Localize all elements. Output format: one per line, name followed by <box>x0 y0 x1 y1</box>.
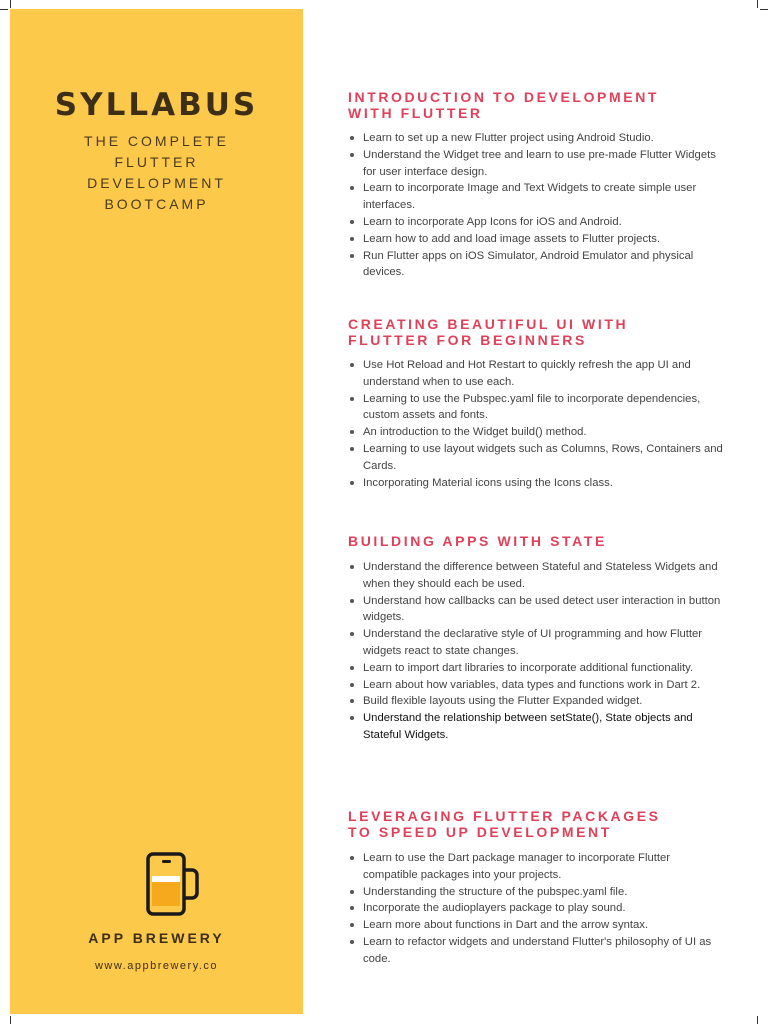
subtitle-line: DEVELOPMENT <box>87 175 226 191</box>
list-item: Incorporating Material icons using the Icons class. <box>348 475 725 492</box>
section-heading <box>348 808 728 840</box>
sidebar <box>10 9 303 1014</box>
list-item: An introduction to the Widget build() method. <box>348 424 725 441</box>
crop-mark <box>760 9 768 10</box>
heading-line: FLUTTER FOR BEGINNERS <box>348 332 587 348</box>
list-item: Learning to use layout widgets such as Columns, Rows, Containers and Cards. <box>348 441 725 475</box>
heading-line: WITH FLUTTER <box>348 105 483 121</box>
topic-list <box>348 559 728 744</box>
list-item: Run Flutter apps on iOS Simulator, Android Emulator and physical devices. <box>348 248 725 282</box>
list-item: Learn to incorporate Image and Text Widgets to create simple user interfaces. <box>348 180 725 214</box>
section-heading <box>348 533 728 549</box>
subtitle-line: THE COMPLETE <box>84 133 229 149</box>
list-item: Learn more about functions in Dart and the arrow syntax. <box>348 917 725 934</box>
crop-mark <box>757 0 758 8</box>
list-item: Learn to use the Dart package manager to incorporate Flutter compatible packages into your projects. <box>348 850 725 884</box>
section-beautiful-ui <box>348 316 728 491</box>
list-item: Learning to use the Pubspec.yaml file to incorporate dependencies, custom assets and fonts. <box>348 391 725 425</box>
list-item: Learn to set up a new Flutter project using Android Studio. <box>348 130 725 147</box>
crop-mark <box>0 9 8 10</box>
section-heading <box>348 89 728 121</box>
syllabus-title: SYLLABUS <box>54 87 259 123</box>
crop-mark <box>10 1016 11 1024</box>
website-link[interactable]: www.appbrewery.co <box>94 960 219 972</box>
crop-mark <box>757 1016 758 1024</box>
section-intro <box>348 89 728 281</box>
brand-name: APP BREWERY <box>88 930 225 946</box>
list-item: Use Hot Reload and Hot Restart to quickly refresh the app UI and understand when to use each. <box>348 357 725 391</box>
topic-list <box>348 850 728 968</box>
crop-mark <box>10 0 11 8</box>
list-item: Understanding the structure of the pubspec.yaml file. <box>348 884 725 901</box>
topic-list <box>348 130 728 281</box>
topic-list <box>348 357 728 491</box>
list-item: Learn about how variables, data types and functions work in Dart 2. <box>348 677 725 694</box>
course-subtitle <box>10 131 303 215</box>
heading-line: TO SPEED UP DEVELOPMENT <box>348 824 612 840</box>
heading-line: LEVERAGING FLUTTER PACKAGES <box>348 808 661 824</box>
list-item: Incorporate the audioplayers package to play sound. <box>348 900 725 917</box>
list-item: Understand how callbacks can be used detect user interaction in button widgets. <box>348 593 725 627</box>
subtitle-line: BOOTCAMP <box>104 196 209 212</box>
section-state <box>348 533 728 744</box>
section-heading <box>348 316 728 348</box>
list-item: Learn to refactor widgets and understand Flutter's philosophy of UI as code. <box>348 934 725 968</box>
list-item: Understand the Widget tree and learn to use pre-made Flutter Widgets for user interface design. <box>348 147 725 181</box>
list-item: Understand the relationship between setState(), State objects and Stateful Widgets. <box>348 710 725 744</box>
list-item: Build flexible layouts using the Flutter Expanded widget. <box>348 693 725 710</box>
list-item: Understand the declarative style of UI programming and how Flutter widgets react to state changes. <box>348 626 725 660</box>
list-item: Understand the difference between Stateful and Stateless Widgets and when they should each be used. <box>348 559 725 593</box>
heading-line: BUILDING APPS WITH STATE <box>348 533 607 549</box>
heading-line: CREATING BEAUTIFUL UI WITH <box>348 316 629 332</box>
section-packages <box>348 808 728 968</box>
list-item: Learn to incorporate App Icons for iOS and Android. <box>348 214 725 231</box>
list-item: Learn to import dart libraries to incorporate additional functionality. <box>348 660 725 677</box>
subtitle-line: FLUTTER <box>114 154 199 170</box>
list-item: Learn how to add and load image assets to Flutter projects. <box>348 231 725 248</box>
heading-line: INTRODUCTION TO DEVELOPMENT <box>348 89 660 105</box>
beer-phone-icon <box>146 852 200 916</box>
